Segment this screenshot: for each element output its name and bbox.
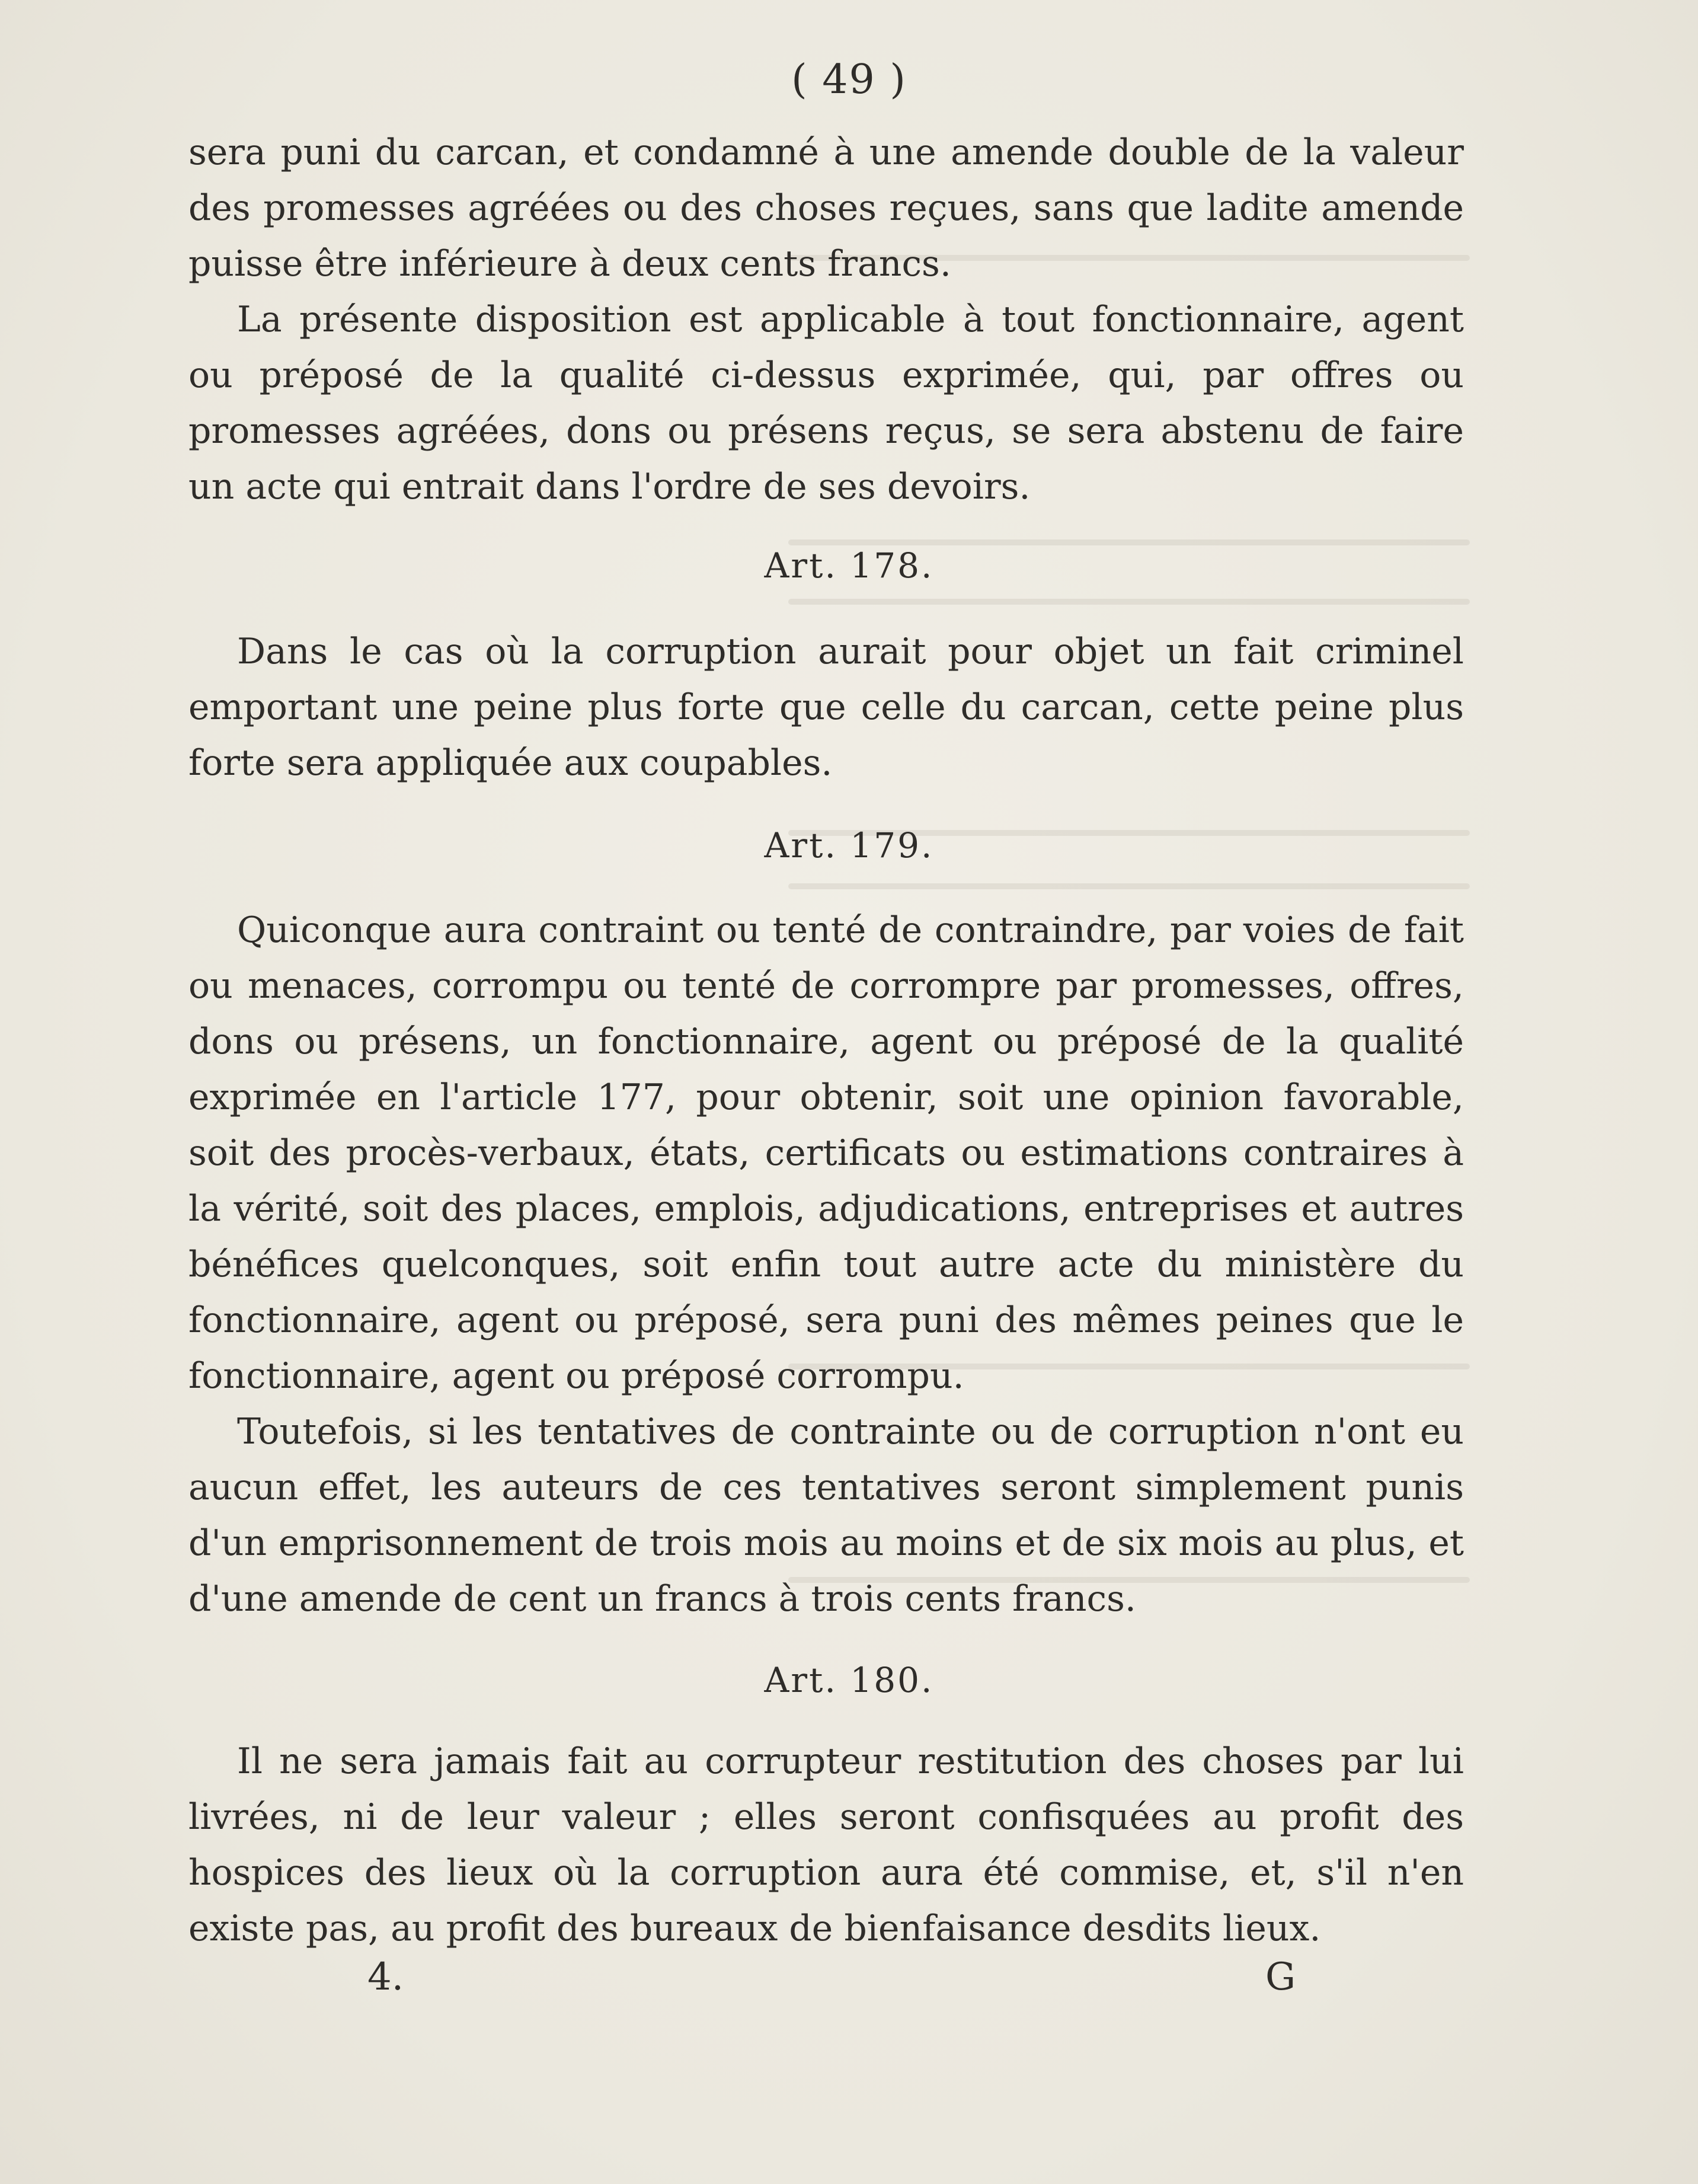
article-178-body xyxy=(188,624,1464,791)
signature-number: 4. xyxy=(367,1955,404,1999)
article-180-body xyxy=(188,1733,1464,1956)
paragraph: La présente disposition est applicable à tout fonctionnaire, agent ou préposé de la qualité ci-dessus exprimée, qui, par offres ou promesses agréées, dons ou présens reçus, se sera abstenu de faire un acte qui entrait dans l'ordre de ses devoirs. xyxy=(188,299,1464,507)
article-heading-179: Art. 179. xyxy=(764,825,934,866)
article-heading-178: Art. 178. xyxy=(764,545,934,586)
article-179-body xyxy=(188,902,1464,1627)
article-heading-180: Art. 180. xyxy=(764,1660,934,1700)
paragraph: Il ne sera jamais fait au corrupteur restitution des choses par lui livrées, ni de leur valeur ; elles seront confisquées au profit des hospices des lieux où la corruption aura été commise, et, s'il n'en existe pas, au profit des bureaux de bienfaisance desdits lieux. xyxy=(188,1741,1464,1949)
paragraph: sera puni du carcan, et condamné à une amende double de la valeur des promesses agréées ou des choses reçues, sans que ladite amende puisse être inférieure à deux cents francs. xyxy=(188,132,1464,285)
paragraph: Dans le cas où la corruption aurait pour objet un fait criminel emportant une peine plus forte que celle du carcan, cette peine plus forte sera appliquée aux coupables. xyxy=(188,631,1464,784)
page-number: ( 49 ) xyxy=(791,56,907,103)
paragraph: Toutefois, si les tentatives de contrainte ou de corruption n'ont eu aucun effet, les auteurs de ces tentatives seront simplement punis d'un emprisonnement de trois mois au moins et de six mois au plus, et d'une amende de cent un francs à trois cents francs. xyxy=(188,1411,1464,1620)
opening-section xyxy=(188,124,1464,515)
paragraph: Quiconque aura contraint ou tenté de contraindre, par voies de fait ou menaces, corrompu ou tenté de corrompre par promesses, offres, dons ou présens, un fonctionnaire, agent ou préposé de la qualité exprimée en l'article 177, pour obtenir, soit une opinion favorable, soit des procès-verbaux, états, certificats ou estimations contraires à la vérité, soit des places, emplois, adjudications, entreprises et autres bénéfices quelconques, soit enfin tout autre acte du ministère du fonctionnaire, agent ou préposé, sera puni des mêmes peines que le fonctionnaire, agent ou préposé corrompu. xyxy=(188,909,1464,1397)
signature-letter: G xyxy=(1265,1955,1296,1999)
